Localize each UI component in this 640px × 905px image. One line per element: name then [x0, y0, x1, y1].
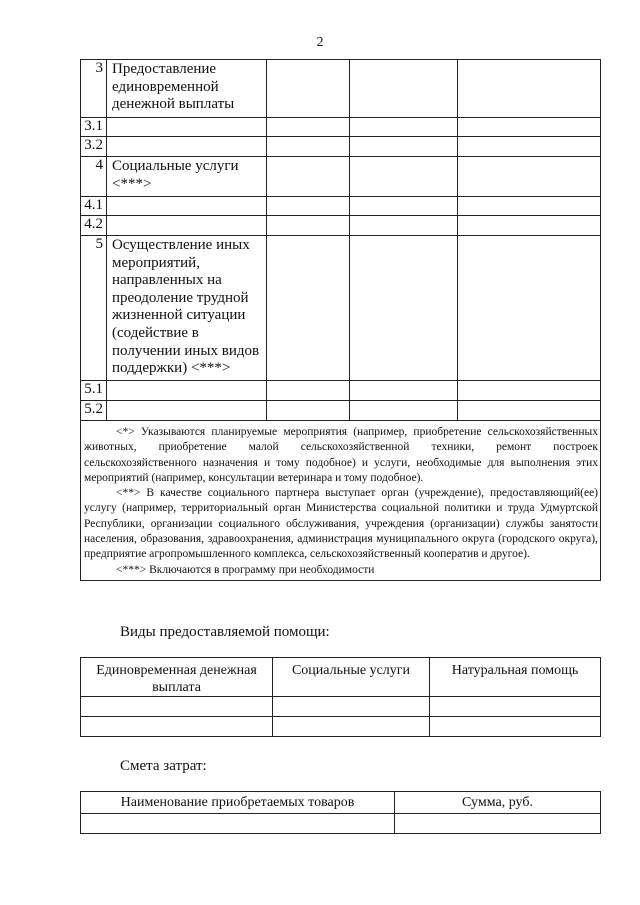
table-cell: [81, 814, 395, 834]
table-row: [81, 118, 601, 137]
table-cell: [350, 236, 458, 381]
table-cell: [458, 381, 601, 401]
activity-name: Социальные услуги <***>: [107, 157, 267, 197]
cost-estimate-table: [80, 791, 601, 834]
table-cell: [267, 137, 350, 157]
table-cell: [458, 118, 601, 137]
row-number: 4.1: [81, 197, 107, 216]
table-cell: [350, 118, 458, 137]
table-cell: [350, 401, 458, 421]
table-cell: [350, 216, 458, 236]
table-cell: [267, 381, 350, 401]
activity-name: [107, 381, 267, 401]
table-header-row: [81, 658, 601, 697]
table-cell: [395, 814, 601, 834]
table-row: [81, 157, 601, 197]
table-row: [81, 401, 601, 421]
table-cell: [267, 236, 350, 381]
kinds-heading: Виды предоставляемой помощи:: [120, 624, 330, 640]
table-cell: [267, 197, 350, 216]
table-cell: [267, 60, 350, 118]
estimate-heading: Смета затрат:: [120, 758, 207, 774]
table-cell: [267, 216, 350, 236]
table-row: [81, 197, 601, 216]
footnotes: [81, 421, 601, 581]
row-number: 4.2: [81, 216, 107, 236]
activity-name: Осуществление иных мероприятий, направленных на преодоление трудной жизненной ситуации (содействие в получении иных видов поддержки) <***>: [107, 236, 267, 381]
table-row: [81, 137, 601, 157]
table-cell: [267, 157, 350, 197]
table-cell: [267, 401, 350, 421]
table-cell: [81, 717, 273, 737]
activity-name: [107, 118, 267, 137]
table-cell: [267, 118, 350, 137]
activities-table: [80, 59, 601, 581]
row-number: 3.1: [81, 118, 107, 137]
table-cell: [430, 697, 601, 717]
row-number: 5: [81, 236, 107, 381]
table-cell: [458, 137, 601, 157]
table-row: [81, 717, 601, 737]
table-cell: [350, 197, 458, 216]
activity-name: Предоставление единовременной денежной выплаты: [107, 60, 267, 118]
column-header: Натуральная помощь: [430, 658, 601, 697]
column-header: Сумма, руб.: [395, 792, 601, 814]
table-cell: [430, 717, 601, 737]
row-number: 3: [81, 60, 107, 118]
table-cell: [458, 197, 601, 216]
row-number: 4: [81, 157, 107, 197]
table-cell: [458, 157, 601, 197]
table-cell: [81, 697, 273, 717]
table-cell: [458, 60, 601, 118]
activity-name: [107, 216, 267, 236]
row-number: 3.2: [81, 137, 107, 157]
column-header: Наименование приобретаемых товаров: [81, 792, 395, 814]
table-cell: [458, 236, 601, 381]
table-cell: [350, 60, 458, 118]
table-cell: [458, 216, 601, 236]
activity-name: [107, 401, 267, 421]
notes-row: [81, 421, 601, 581]
table-row: [81, 381, 601, 401]
footnote-3: <***> Включаются в программу при необходимости: [116, 563, 375, 576]
table-row: [81, 216, 601, 236]
assistance-kinds-table: [80, 657, 601, 737]
column-header: Единовременная денежная выплата: [81, 658, 273, 697]
row-number: 5.2: [81, 401, 107, 421]
row-number: 5.1: [81, 381, 107, 401]
table-row: [81, 60, 601, 118]
table-row: [81, 814, 601, 834]
table-cell: [350, 381, 458, 401]
table-cell: [273, 717, 430, 737]
activity-name: [107, 137, 267, 157]
footnote-1: <*> Указываются планируемые мероприятия (например, приобретение сельскохозяйственных животных, приобретение малой сельскохозяйственной техники, ремонт построек сельскохозяйственного назначения и тому подобное) и услуги, необходимые для выполнения этих мероприятий (например, консультации ветеринара и тому подобное).: [84, 426, 598, 484]
table-cell: [350, 157, 458, 197]
table-row: [81, 236, 601, 381]
table-row: [81, 697, 601, 717]
table-header-row: [81, 792, 601, 814]
table-cell: [458, 401, 601, 421]
footnote-2: <**> В качестве социального партнера выступает орган (учреждение), предоставляющий(ее) услугу (например, территориальный орган Министерства социальной политики и труда Удмуртской Республики, организации социального обслуживания, учреждения (организации) службы занятости населения, образования, здравоохранения, администрация муниципального округа (городского округа), предприятие агропромышленного комплекса, сельскохозяйственный кооператив и другое).: [84, 487, 598, 561]
table-cell: [350, 137, 458, 157]
column-header: Социальные услуги: [273, 658, 430, 697]
table-cell: [273, 697, 430, 717]
activity-name: [107, 197, 267, 216]
page-number: 2: [316, 35, 324, 50]
